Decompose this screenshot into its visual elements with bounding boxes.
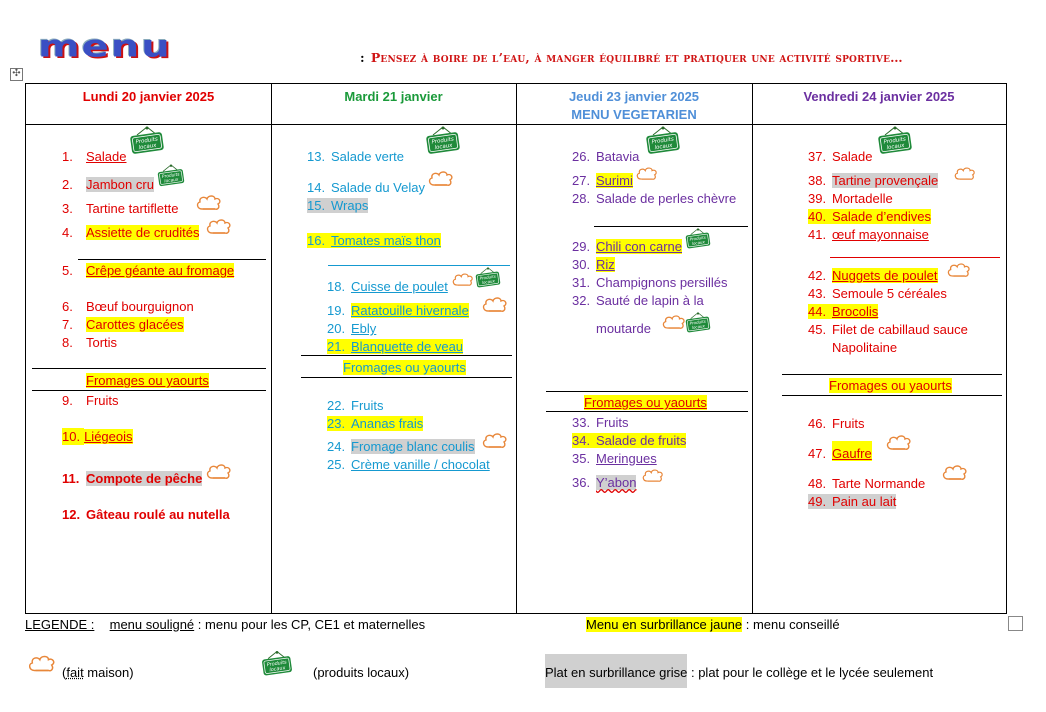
list-item: 7. Carottes glacées xyxy=(62,317,184,332)
list-item: 34. Salade de fruits xyxy=(572,433,687,448)
separator xyxy=(830,257,1000,258)
legend-yellow-key: Menu en surbrillance jaune xyxy=(586,617,743,632)
legend-grey xyxy=(545,654,933,688)
list-item: 9. Fruits xyxy=(62,393,119,408)
list-item: 40. Salade d’endives xyxy=(808,209,932,224)
list-item: 42. Nuggets de poulet xyxy=(808,268,938,283)
list-item: 45. Filet de cabillaud sauce xyxy=(808,322,968,337)
chef-hat-icon xyxy=(428,170,454,188)
produits-locaux-badge-icon xyxy=(644,126,682,156)
chef-hat-icon xyxy=(662,314,686,331)
list-item: 32. Sauté de lapin à la xyxy=(572,293,704,308)
list-item: 8. Tortis xyxy=(62,335,118,350)
list-item: 1. Salade xyxy=(62,149,127,164)
list-item: 29. Chili con carne xyxy=(572,239,682,254)
list-item: 39. Mortadelle xyxy=(808,191,893,206)
list-item: 47. Gaufre xyxy=(808,445,872,462)
day-header-thursday-title: Jeudi 23 janvier 2025 xyxy=(568,89,700,104)
produits-locaux-badge-icon xyxy=(876,126,914,156)
chef-hat-icon xyxy=(947,262,971,279)
legend-grey-desc: : plat pour le collège et le lycée seulement xyxy=(687,665,934,680)
list-item: 37. Salade xyxy=(808,149,873,164)
list-item: 31. Champignons persillés xyxy=(572,275,728,290)
separator xyxy=(328,265,510,266)
separator xyxy=(782,374,1002,375)
list-item: 38. Tartine provençale xyxy=(808,173,939,188)
produits-locaux-badge-icon xyxy=(684,228,712,250)
produits-locaux-badge-icon xyxy=(424,126,462,156)
list-item: 48. Tarte Normande xyxy=(808,476,926,491)
list-item: 5. Crêpe géante au fromage xyxy=(62,263,235,278)
slogan xyxy=(360,50,903,65)
list-item: 18. Cuisse de poulet xyxy=(327,279,448,294)
list-item: 35. Meringues xyxy=(572,451,657,466)
chef-hat-icon xyxy=(206,218,232,236)
day-header-thursday-subtitle: MENU VEGETARIEN xyxy=(571,107,697,122)
chef-hat-icon xyxy=(642,468,664,484)
legend-title: LEGENDE : xyxy=(25,617,95,632)
list-item: 2. Jambon cru xyxy=(62,177,154,192)
legend-yellow xyxy=(586,616,840,633)
separator xyxy=(546,391,748,392)
day-header-monday: Lundi 20 janvier 2025 xyxy=(82,89,215,104)
list-item: 4. Assiette de crudités xyxy=(62,225,200,240)
legend-underlined-key: menu souligné xyxy=(109,617,195,632)
menu-logo xyxy=(38,29,354,64)
header-row-divider xyxy=(26,124,1006,125)
list-item: 44. Brocolis xyxy=(808,304,879,319)
menu-logo-text: menu xyxy=(38,29,172,64)
separator xyxy=(301,355,512,356)
cheese-label: Fromages ou yaourts xyxy=(584,395,707,410)
list-item: 14. Salade du Velay xyxy=(307,180,425,195)
column-divider xyxy=(271,84,272,613)
chef-hat-icon xyxy=(196,194,222,212)
list-item: 26. Batavia xyxy=(572,149,640,164)
list-item: 43. Semoule 5 céréales xyxy=(808,286,947,301)
cheese-label: Fromages ou yaourts xyxy=(829,378,952,393)
column-divider xyxy=(516,84,517,613)
separator xyxy=(546,411,748,412)
list-item: 15. Wraps xyxy=(307,198,369,213)
list-item: 3. Tartine tartiflette xyxy=(62,201,179,216)
chef-hat-icon xyxy=(886,434,912,452)
chef-hat-icon xyxy=(942,464,968,482)
list-item: 19. Ratatouille hivernale xyxy=(327,303,469,318)
list-item: 11. Compote de pêche xyxy=(62,471,203,486)
list-item: 6. Bœuf bourguignon xyxy=(62,299,194,314)
list-item: 23. Ananas frais xyxy=(327,416,424,431)
slogan-colon: : xyxy=(360,50,365,65)
separator xyxy=(32,368,266,369)
list-item: 22. Fruits xyxy=(327,398,384,413)
list-item: 49. Pain au lait xyxy=(808,494,897,509)
chef-hat-icon xyxy=(482,296,508,314)
list-item: 36. Y’abon xyxy=(572,475,637,490)
slogan-text: Pensez à boire de l’eau, à manger équilibré et pratiquer une activité sportive… xyxy=(370,50,903,65)
produits-locaux-badge-icon xyxy=(684,312,712,334)
chef-hat-icon xyxy=(206,463,232,481)
list-item: 33. Fruits xyxy=(572,415,629,430)
produits-locaux-badge-icon xyxy=(156,164,186,188)
list-item: 10. Liégeois xyxy=(62,429,133,444)
produits-locaux-badge-icon xyxy=(474,267,502,289)
separator xyxy=(32,390,266,391)
legend-local: (produits locaux) xyxy=(313,665,410,680)
separator xyxy=(594,226,748,227)
list-item: 13. Salade verte xyxy=(307,149,404,164)
list-item: 24. Fromage blanc coulis xyxy=(327,439,475,454)
list-item: 20. Ebly xyxy=(327,321,377,336)
separator xyxy=(78,259,266,260)
list-item: 12. Gâteau roulé au nutella xyxy=(62,507,230,522)
chef-hat-icon xyxy=(28,654,56,674)
separator xyxy=(782,395,1002,396)
legend-yellow-desc: : menu conseillé xyxy=(742,617,840,632)
day-header-friday: Vendredi 24 janvier 2025 xyxy=(803,89,955,104)
chef-hat-icon xyxy=(954,166,976,182)
day-header-tuesday: Mardi 21 janvier xyxy=(344,89,443,104)
list-item: 16. Tomates maïs thon xyxy=(307,233,441,248)
produits-locaux-badge-icon xyxy=(260,650,294,678)
day-header-thursday xyxy=(516,88,752,124)
list-item: 46. Fruits xyxy=(808,416,865,431)
chef-hat-icon xyxy=(452,272,474,288)
list-item: 41. œuf mayonnaise xyxy=(808,227,929,242)
list-item: 28. Salade de perles chèvre xyxy=(572,191,737,206)
list-item: 30. Riz xyxy=(572,257,615,272)
list-item: moutarde xyxy=(596,321,651,336)
separator xyxy=(301,377,512,378)
cheese-label: Fromages ou yaourts xyxy=(343,360,466,375)
table-resize-handle[interactable] xyxy=(1008,616,1023,631)
legend-homemade: (fait maison) xyxy=(62,665,134,680)
list-item: 27. Surimi xyxy=(572,173,633,188)
chef-hat-icon xyxy=(636,166,658,182)
legend-underlined xyxy=(25,616,425,633)
cheese-label: Fromages ou yaourts xyxy=(86,373,209,388)
move-handle-icon[interactable]: ✣ xyxy=(10,68,23,81)
column-divider xyxy=(752,84,753,613)
list-item: 21. Blanquette de veau xyxy=(327,339,464,354)
legend-grey-key: Plat en surbrillance grise xyxy=(545,654,687,688)
chef-hat-icon xyxy=(482,432,508,450)
list-item: Napolitaine xyxy=(832,340,898,355)
list-item: 25. Crème vanille / chocolat xyxy=(327,457,490,472)
legend-underlined-desc: : menu pour les CP, CE1 et maternelles xyxy=(194,617,426,632)
produits-locaux-badge-icon xyxy=(128,126,166,156)
